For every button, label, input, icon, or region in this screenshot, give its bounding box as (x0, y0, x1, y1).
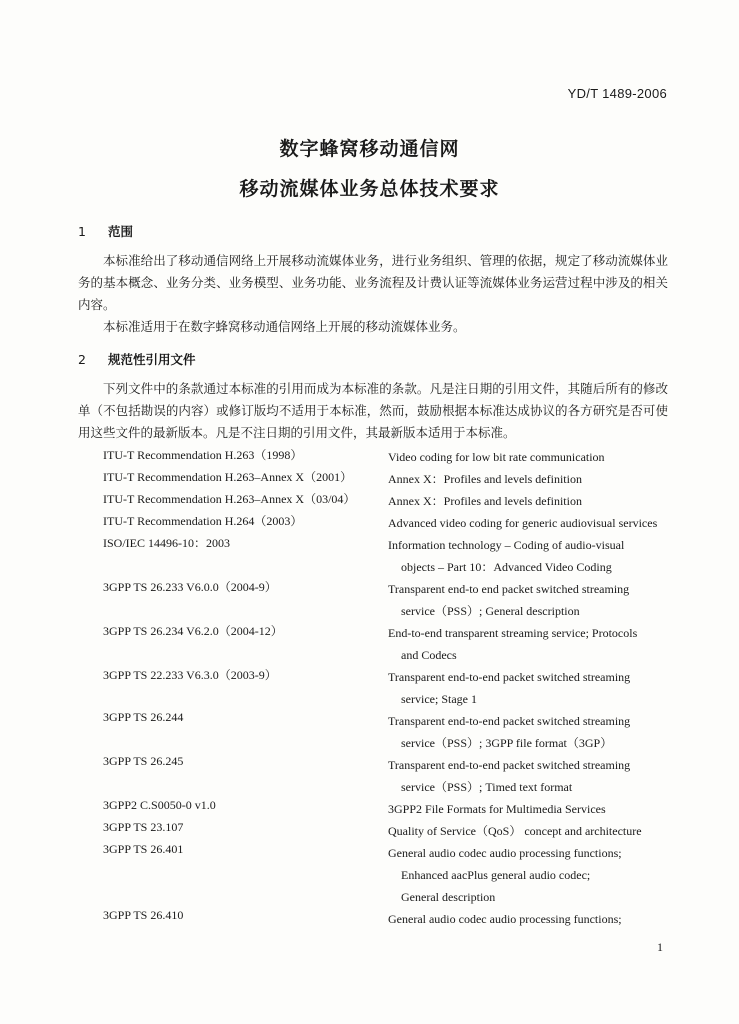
reference-id: ITU-T Recommendation H.263（1998） (103, 448, 303, 462)
reference-item (0, 468, 739, 490)
reference-title-line: Transparent end-to-end packet switched streaming (388, 670, 631, 684)
reference-title-line: Transparent end-to-end packet switched streaming (388, 714, 631, 728)
reference-title-line: service（PSS）; Timed text format (401, 780, 573, 794)
reference-id: 3GPP TS 26.233 V6.0.0（2004-9） (103, 580, 277, 594)
section-2-paragraph-1: 下列文件中的条款通过本标准的引用而成为本标准的条款。凡是注日期的引用文件，其随后所有的修改单（不包括勘误的内容）或修订版均不适用于本标准，然而，鼓励根据本标准达成协议的各方研究是否可使用这些文件的最新版本。凡是不注日期的引用文件，其最新版本适用于本标准。 (78, 381, 668, 440)
document-title-line2: 移动流媒体业务总体技术要求 (239, 178, 500, 200)
reference-title-line: service（PSS）; 3GPP file format（3GP） (401, 736, 613, 750)
reference-id: 3GPP2 C.S0050-0 v1.0 (103, 798, 216, 812)
reference-item (0, 446, 739, 468)
reference-id: ITU-T Recommendation H.263–Annex X（2001） (103, 470, 353, 484)
reference-id: ITU-T Recommendation H.264（2003） (103, 514, 303, 528)
reference-title-line: objects – Part 10：Advanced Video Coding (401, 560, 612, 574)
section-1-heading (78, 222, 133, 240)
reference-id: 3GPP TS 26.410 (103, 908, 184, 922)
reference-title-line: Transparent end-to end packet switched streaming (388, 582, 630, 596)
reference-title-line: service（PSS）; General description (401, 604, 580, 618)
reference-item (0, 798, 739, 820)
section-1-paragraph-1: 本标准给出了移动通信网络上开展移动流媒体业务，进行业务组织、管理的依据，规定了移动流媒体业务的基本概念、业务分类、业务模型、业务功能、业务流程及计费认证等流媒体业务运营过程中涉及的相关内容。 (78, 253, 668, 312)
section-1-number: 1 (78, 224, 86, 239)
reference-title-line: Video coding for low bit rate communication (388, 450, 605, 464)
reference-title (388, 842, 678, 908)
reference-item (0, 534, 739, 578)
standard-number: YD/T 1489-2006 (567, 86, 667, 101)
reference-title (388, 754, 678, 798)
reference-id: 3GPP TS 23.107 (103, 820, 184, 834)
section-2-title: 规范性引用文件 (108, 352, 196, 367)
reference-title (388, 908, 678, 930)
reference-title (388, 578, 678, 622)
reference-item (0, 666, 739, 710)
reference-title-line: 3GPP2 File Formats for Multimedia Services (388, 802, 606, 816)
reference-id: 3GPP TS 26.401 (103, 842, 184, 856)
reference-title-line: service; Stage 1 (401, 692, 477, 706)
reference-id: 3GPP TS 26.245 (103, 754, 184, 768)
section-1-title: 范围 (108, 224, 134, 239)
reference-item (0, 490, 739, 512)
reference-title-line: Advanced video coding for generic audiovisual services (388, 516, 658, 530)
reference-item (0, 622, 739, 666)
reference-title (388, 468, 678, 490)
reference-title-line: End-to-end transparent streaming service; Protocols (388, 626, 638, 640)
reference-title (388, 666, 678, 710)
document-title-line1: 数字蜂窝移动通信网 (279, 138, 460, 160)
reference-title (388, 490, 678, 512)
reference-title-line: and Codecs (401, 648, 457, 662)
reference-item (0, 842, 739, 908)
reference-item (0, 820, 739, 842)
reference-title-line: Information technology – Coding of audio-visual (388, 538, 625, 552)
reference-title (388, 710, 678, 754)
reference-list (0, 446, 739, 930)
reference-item (0, 754, 739, 798)
reference-title-line: Annex X：Profiles and levels definition (388, 472, 582, 486)
reference-title (388, 622, 678, 666)
reference-title-line: Annex X：Profiles and levels definition (388, 494, 582, 508)
reference-title-line: Quality of Service（QoS） concept and architecture (388, 824, 642, 838)
reference-id: 3GPP TS 26.244 (103, 710, 184, 724)
page-number: 1 (657, 940, 663, 954)
section-2-number: 2 (78, 352, 86, 367)
reference-title-line: Transparent end-to-end packet switched streaming (388, 758, 631, 772)
reference-title (388, 820, 678, 842)
reference-id: 3GPP TS 22.233 V6.3.0（2003-9） (103, 668, 277, 682)
reference-item (0, 578, 739, 622)
reference-title-line: General audio codec audio processing functions; (388, 912, 622, 926)
reference-title-line: Enhanced aacPlus general audio codec; (401, 868, 591, 882)
reference-title (388, 798, 678, 820)
reference-title (388, 446, 678, 468)
section-2-heading (78, 350, 196, 368)
reference-title-line: General audio codec audio processing functions; (388, 846, 622, 860)
reference-id: ISO/IEC 14496-10：2003 (103, 536, 230, 550)
reference-item (0, 710, 739, 754)
reference-title (388, 534, 678, 578)
reference-title (388, 512, 678, 534)
reference-title-line: General description (401, 890, 496, 904)
reference-item (0, 512, 739, 534)
reference-item (0, 908, 739, 930)
reference-id: 3GPP TS 26.234 V6.2.0（2004-12） (103, 624, 283, 638)
reference-id: ITU-T Recommendation H.263–Annex X（03/04） (103, 492, 356, 506)
section-1-paragraph-2: 本标准适用于在数字蜂窝移动通信网络上开展的移动流媒体业务。 (103, 319, 466, 334)
